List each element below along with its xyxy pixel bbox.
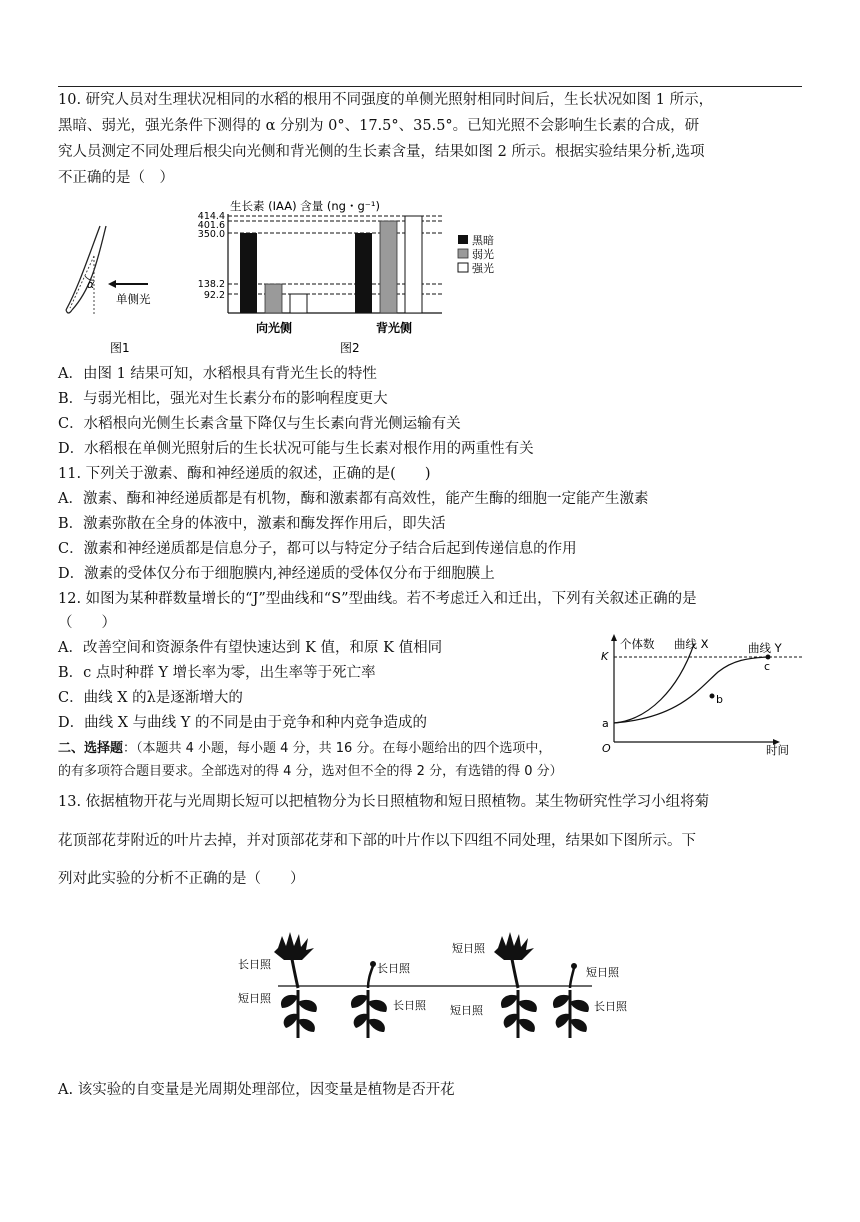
q11-option-a: A．激素、酶和神经递质都是有机物，酶和激素都有高效性，能产生酶的细胞一定能产生激素 (58, 491, 649, 507)
chart-xlabel: 时间 (766, 743, 789, 757)
q10-stem-line4: 不正确的是（ ） (58, 170, 174, 186)
q10-stem-line3: 究人员测定不同处理后根尖向光侧和背光侧的生长素含量，结果如图 2 所示。根据实验结果分析,选项 (58, 144, 705, 160)
x-category-shade-side: 背光侧 (376, 321, 413, 335)
chart-ylabel: 个体数 (620, 637, 655, 651)
point-c (766, 655, 771, 660)
q13-stem-line1: 13. 依据植物开花与光周期长短可以把植物分为长日照植物和短日照植物。某生物研究性学习小组将菊 (58, 794, 710, 810)
fig2-ylabel: 生长素 (IAA) 含量 (ng・g⁻¹) (230, 199, 380, 213)
point-b (710, 694, 715, 699)
plant-4-bottom-label: 长日照 (594, 1000, 627, 1013)
q13-stem-line3: 列对此实验的分析不正确的是（ ） (58, 871, 305, 887)
chart-k-label: K (601, 650, 609, 663)
q12-option-b: B．c 点时种群 Y 增长率为零，出生率等于死亡率 (58, 665, 376, 681)
tick-414: 414.4 (197, 211, 225, 222)
section2-header (58, 740, 551, 758)
population-growth-chart (598, 630, 806, 758)
plant-4-not-flowering (553, 963, 589, 1038)
chart-a-label: a (602, 717, 609, 730)
q13-stem-line2: 花顶部花芽附近的叶片去掉，并对顶部花芽和下部的叶片作以下四组不同处理，结果如下图所示。下 (58, 833, 696, 849)
q10-stem-line2: 黑暗、弱光，强光条件下测得的 α 分别为 0°、17.5°、35.5°。已知光照不会影响生长素的合成，研 (58, 118, 700, 134)
plant-1-flowering (274, 932, 317, 1038)
q10-option-c: C．水稻根向光侧生长素含量下降仅与生长素向背光侧运输有关 (58, 416, 461, 432)
q11-option-b: B．激素弥散在全身的体液中，激素和酶发挥作用后，即失活 (58, 516, 446, 532)
chart-origin: O (602, 742, 611, 755)
q13-option-a: A. 该实验的自变量是光周期处理部位，因变量是植物是否开花 (58, 1082, 455, 1098)
q12-option-a: A．改善空间和资源条件有望快速达到 K 值，和原 K 值相同 (58, 640, 443, 656)
tick-401: 401.6 (197, 220, 225, 231)
plant-3-bottom-label: 短日照 (450, 1004, 483, 1017)
legend-label-weak: 弱光 (472, 248, 494, 261)
q12-stem: 12. 如图为某种群数量增长的“J”型曲线和“S”型曲线。若不考虑迁入和迁出，下列有关叙述正确的是 (58, 591, 697, 607)
q12-stem-blank: （ ） (58, 615, 116, 631)
bar-shade-side-dark (355, 233, 372, 313)
bar-shade-side-weak (380, 221, 397, 313)
q11-option-c: C．激素和神经递质都是信息分子，都可以与特定分子结合后起到传递信息的作用 (58, 541, 577, 557)
root-tip (66, 310, 72, 313)
q12-option-d: D．曲线 X 与曲线 Y 的不同是由于竞争和种内竞争造成的 (58, 715, 427, 731)
figure-2-caption: 图2 (340, 341, 360, 355)
plant-1-bottom-label: 短日照 (238, 992, 271, 1005)
light-arrow-head (108, 280, 116, 288)
legend-swatch-dark (458, 235, 468, 244)
q11-stem: 11. 下列关于激素、酶和神经递质的叙述，正确的是( ) (58, 466, 431, 482)
q10-stem-line1: 10. 研究人员对生理状况相同的水稻的根用不同强度的单侧光照射相同时间后，生长状况如图 1 所示， (58, 92, 714, 108)
curve-y-s-shape (614, 657, 771, 723)
y-axis-arrow (611, 634, 617, 641)
legend-label-strong: 强光 (472, 262, 494, 275)
plant-1-top-label: 长日照 (238, 958, 271, 971)
section2-note-line2: 的有多项符合题目要求。全部选对的得 4 分，选对但不全的得 2 分，有选错的得 0 分） (58, 764, 563, 779)
bar-light-side-strong (290, 294, 307, 313)
figure-1-caption: 图1 (110, 341, 130, 355)
chrysanthemum-figure (230, 930, 650, 1050)
plant-3-flowering (494, 932, 537, 1038)
curve-x-label: 曲线 X (674, 637, 709, 651)
bar-light-side-weak (265, 284, 282, 313)
legend-swatch-weak (458, 249, 468, 258)
bar-light-side-dark (240, 233, 257, 313)
curve-y-label: 曲线 Y (748, 641, 782, 655)
plant-2-top-label: 长日照 (377, 962, 410, 975)
section2-note-line1: ：（本题共 4 小题，每小题 4 分，共 16 分。在每小题给出的四个选项中， (123, 741, 552, 756)
curve-x-j-shape (614, 644, 694, 723)
plant-4-top-label: 短日照 (586, 966, 619, 979)
point-b-label: b (716, 693, 723, 706)
root-outline-right (72, 226, 106, 310)
figure-1 (58, 218, 168, 360)
plant-3-top-label: 短日照 (452, 942, 485, 955)
bar-shade-side-strong (405, 216, 422, 313)
tick-350: 350.0 (197, 229, 225, 240)
light-arrow-label: 单侧光 (116, 292, 151, 306)
q12-option-c: C．曲线 X 的λ是逐渐增大的 (58, 690, 243, 706)
q10-option-b: B．与弱光相比，强光对生长素分布的影响程度更大 (58, 391, 388, 407)
angle-alpha-label: α (87, 278, 95, 291)
point-c-label: c (764, 660, 771, 673)
q10-option-a: A．由图 1 结果可知，水稻根具有背光生长的特性 (58, 366, 377, 382)
q10-option-d: D．水稻根在单侧光照射后的生长状况可能与生长素对根作用的两重性有关 (58, 441, 534, 457)
tick-92: 92.2 (203, 290, 225, 301)
x-category-light-side: 向光侧 (256, 321, 293, 335)
q11-option-d: D．激素的受体仅分布于细胞膜内,神经递质的受体仅分布于细胞膜上 (58, 566, 495, 582)
top-rule (58, 86, 802, 87)
legend-label-dark: 黑暗 (472, 234, 494, 247)
plant-2-bottom-label: 长日照 (393, 999, 426, 1012)
section2-title: 二、选择题 (58, 741, 124, 756)
figure-2-bar-chart (190, 192, 510, 360)
legend-swatch-strong (458, 263, 468, 272)
tick-138: 138.2 (197, 279, 225, 290)
